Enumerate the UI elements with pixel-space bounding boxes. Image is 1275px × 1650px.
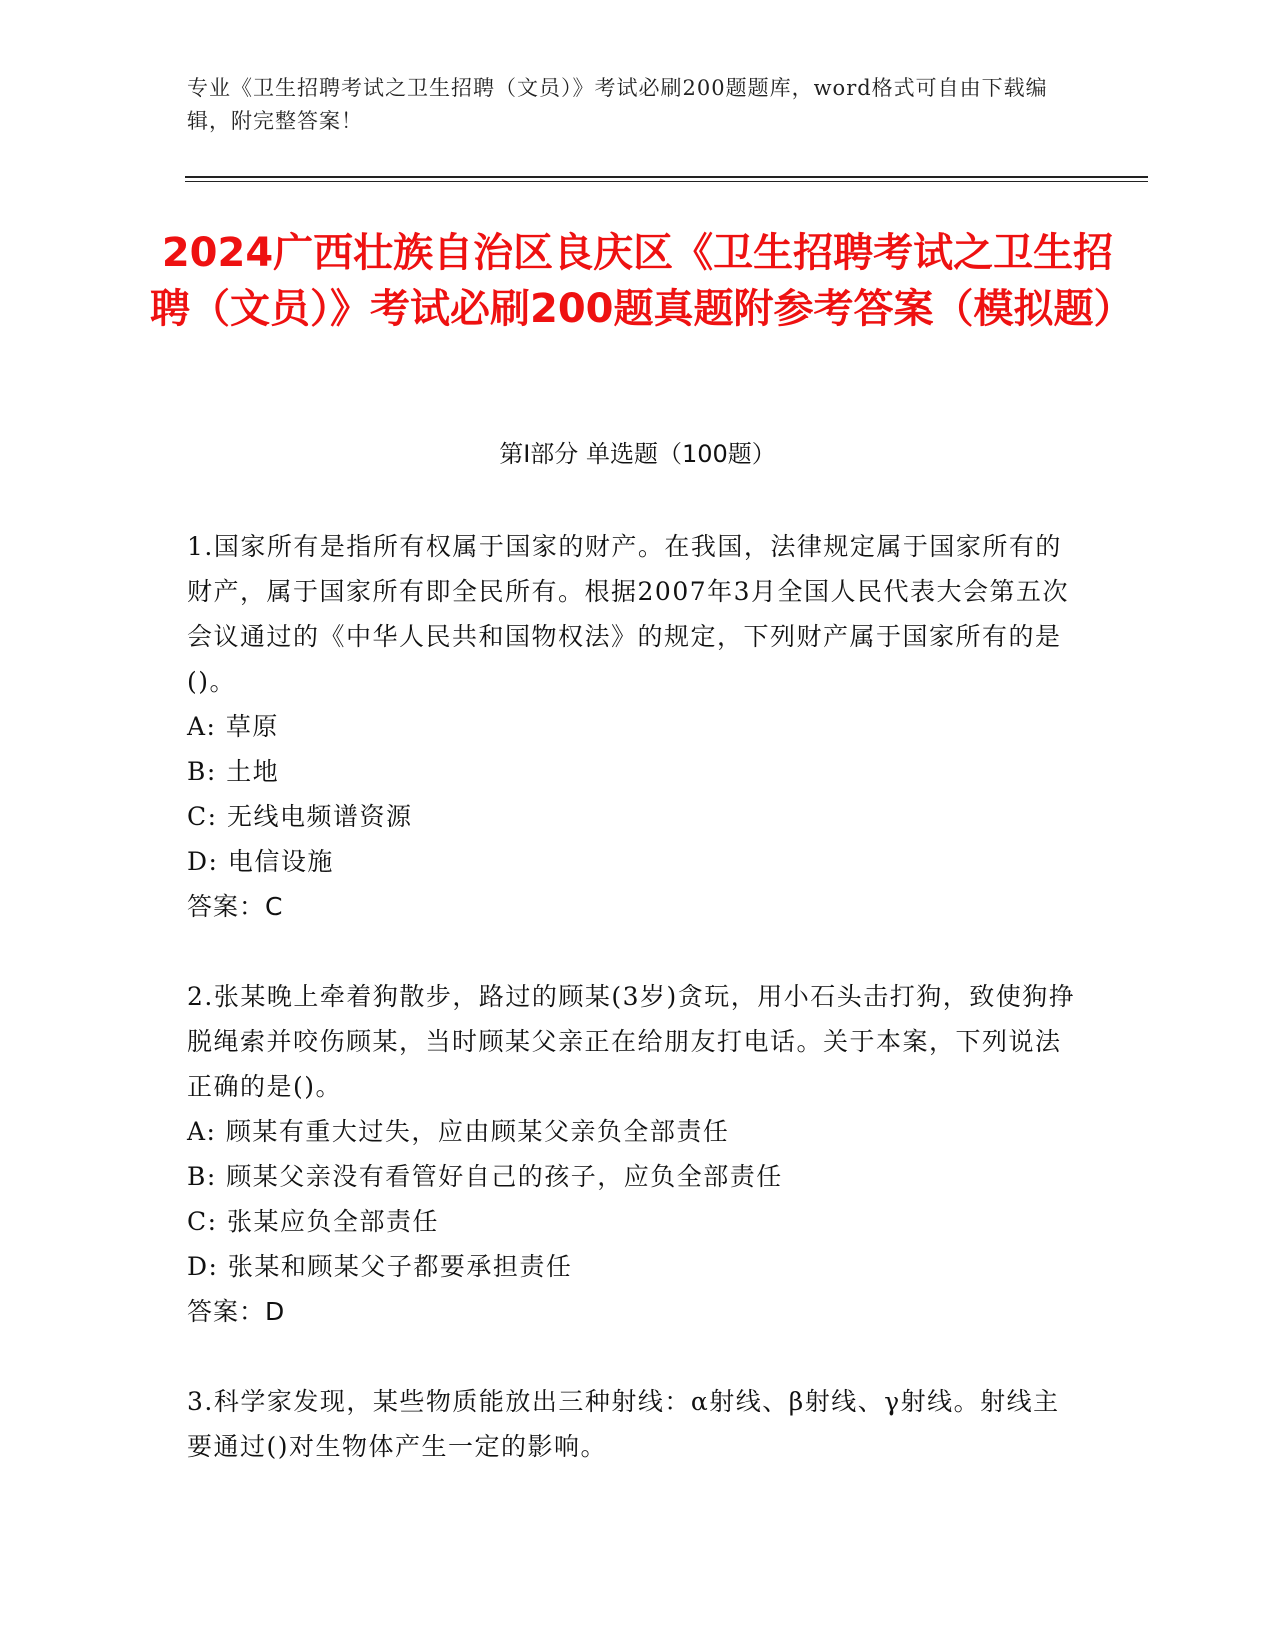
document-title: 2024广西壮族自治区良庆区《卫生招聘考试之卫生招聘（文员）》考试必刷200题真题附参考答案（模拟题） xyxy=(150,230,1134,332)
option-c: C: 张某应负全部责任 xyxy=(187,1207,439,1236)
option-c: C: 无线电频谱资源 xyxy=(187,802,413,831)
question-2 xyxy=(187,974,1077,1334)
question-stem: 2.张某晚上牵着狗散步，路过的顾某(3岁)贪玩，用小石头击打狗，致使狗挣脱绳索并咬伤顾某，当时顾某父亲正在给朋友打电话。关于本案，下列说法正确的是()。 xyxy=(187,982,1076,1101)
answer-line: 答案：D xyxy=(187,1297,286,1326)
option-a: A: 草原 xyxy=(187,712,279,741)
option-d: D: 电信设施 xyxy=(187,847,334,876)
answer-line: 答案：C xyxy=(187,892,284,921)
question-1 xyxy=(187,524,1077,929)
question-stem: 1.国家所有是指所有权属于国家的财产。在我国，法律规定属于国家所有的财产，属于国家所有即全民所有。根据2007年3月全国人民代表大会第五次会议通过的《中华人民共和国物权法》的规定，下列财产属于国家所有的是()。 xyxy=(187,532,1070,696)
option-a: A: 顾某有重大过失，应由顾某父亲负全部责任 xyxy=(187,1117,730,1146)
question-3 xyxy=(187,1379,1077,1469)
section-heading: 第Ⅰ部分 单选题（100题） xyxy=(499,440,776,468)
option-b: B: 土地 xyxy=(187,757,280,786)
option-b: B: 顾某父亲没有看管好自己的孩子，应负全部责任 xyxy=(187,1162,783,1191)
question-list xyxy=(187,524,1077,1514)
header-divider-thick xyxy=(185,176,1148,178)
option-d: D: 张某和顾某父子都要承担责任 xyxy=(187,1252,573,1281)
header-note: 专业《卫生招聘考试之卫生招聘（文员）》考试必刷200题题库，word格式可自由下载编辑，附完整答案！ xyxy=(187,76,1048,133)
question-stem: 3.科学家发现，某些物质能放出三种射线：α射线、β射线、γ射线。射线主要通过()对生物体产生一定的影响。 xyxy=(187,1387,1060,1461)
header-divider-thin xyxy=(185,181,1148,182)
